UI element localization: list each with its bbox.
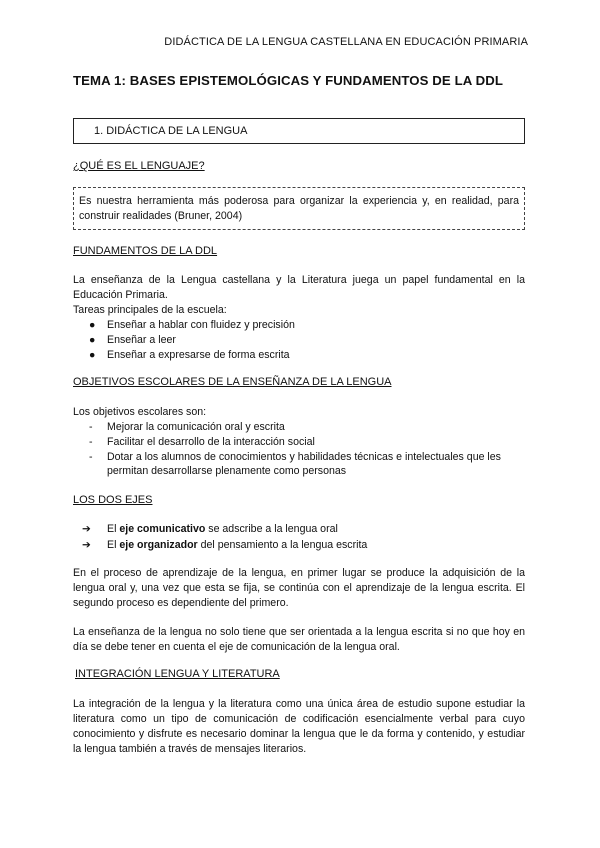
- bullet-icon: ●: [89, 319, 96, 331]
- list-item: ● Enseñar a expresarse de forma escrita: [89, 348, 290, 361]
- heading-fundamentos: FUNDAMENTOS DE LA DDL: [73, 245, 218, 257]
- dash-marker: -: [89, 421, 93, 433]
- bullet-icon: ●: [89, 333, 96, 346]
- list-item: ➔ El eje organizador del pensamiento a la lengua escrita: [82, 539, 368, 551]
- running-header: DIDÁCTICA DE LA LENGUA CASTELLANA EN EDUCACIÓN PRIMARIA: [164, 36, 528, 48]
- axes-list: [73, 521, 525, 553]
- objectives-intro: Los objetivos escolares son:: [73, 406, 207, 418]
- page-title: TEMA 1: BASES EPISTEMOLÓGICAS Y FUNDAMENTOS DE LA DDL: [73, 73, 504, 88]
- bullet-icon: ●: [89, 348, 96, 361]
- dash-marker: -: [89, 435, 93, 448]
- list-item: ● Enseñar a leer: [89, 333, 176, 346]
- dash-marker: -: [89, 450, 93, 463]
- list-item: - Facilitar el desarrollo de la interacción social: [89, 435, 315, 448]
- heading-objetivos: OBJETIVOS ESCOLARES DE LA ENSEÑANZA DE LA LENGUA: [73, 376, 392, 388]
- heading-integracion: INTEGRACIÓN LENGUA Y LITERATURA: [75, 668, 280, 680]
- list-item: ● Enseñar a hablar con fluidez y precisión: [89, 319, 295, 331]
- arrow-icon: ➔: [82, 523, 91, 535]
- heading-dos-ejes: LOS DOS EJES: [73, 494, 153, 506]
- section-title: 1. DIDÁCTICA DE LA LENGUA: [94, 125, 248, 137]
- objectives-list: [73, 420, 525, 479]
- tasks-list: [73, 318, 525, 362]
- heading-que-es-lenguaje: ¿QUÉ ES EL LENGUAJE?: [73, 160, 205, 172]
- list-item: - Dotar a los alumnos de conocimientos y habilidades técnicas e intelectuales que les permitan desarrollarse plenamente como personas: [89, 450, 501, 478]
- tasks-intro: Tareas principales de la escuela:: [73, 304, 227, 316]
- fundamentos-paragraph: La enseñanza de la Lengua castellana y la Literatura juega un papel fundamental en la Educación Primaria.: [73, 274, 525, 301]
- quote-box: Es nuestra herramienta más poderosa para organizar la experiencia y, en realidad, para construir realidades (Bruner, 2004): [73, 187, 525, 230]
- arrow-icon: ➔: [82, 539, 91, 551]
- ejes-paragraph-1: En el proceso de aprendizaje de la lengua, en primer lugar se produce la adquisición de la lengua oral y, una vez que esta se fija, se continúa con el aprendizaje de la lengua escrita. El segundo proceso es dependiente del primero.: [73, 567, 525, 609]
- section-box: [73, 118, 525, 144]
- integracion-paragraph: La integración de la lengua y la literatura como una única área de estudio supone estudiar la literatura como un tipo de comunicación de codificación esencialmente verbal para cuyo conocimiento y disfrute es necesario dominar la lengua que le da forma y contenido, y estudiar la lengua también a través de mensajes literarios.: [73, 698, 525, 755]
- ejes-paragraph-2: La enseñanza de la lengua no solo tiene que ser orientada a la lengua escrita si no que hoy en día se debe tener en cuenta el eje de comunicación de la lengua oral.: [73, 626, 525, 653]
- list-item: ➔ El eje comunicativo se adscribe a la lengua oral: [82, 523, 338, 535]
- list-item: - Mejorar la comunicación oral y escrita: [89, 421, 285, 433]
